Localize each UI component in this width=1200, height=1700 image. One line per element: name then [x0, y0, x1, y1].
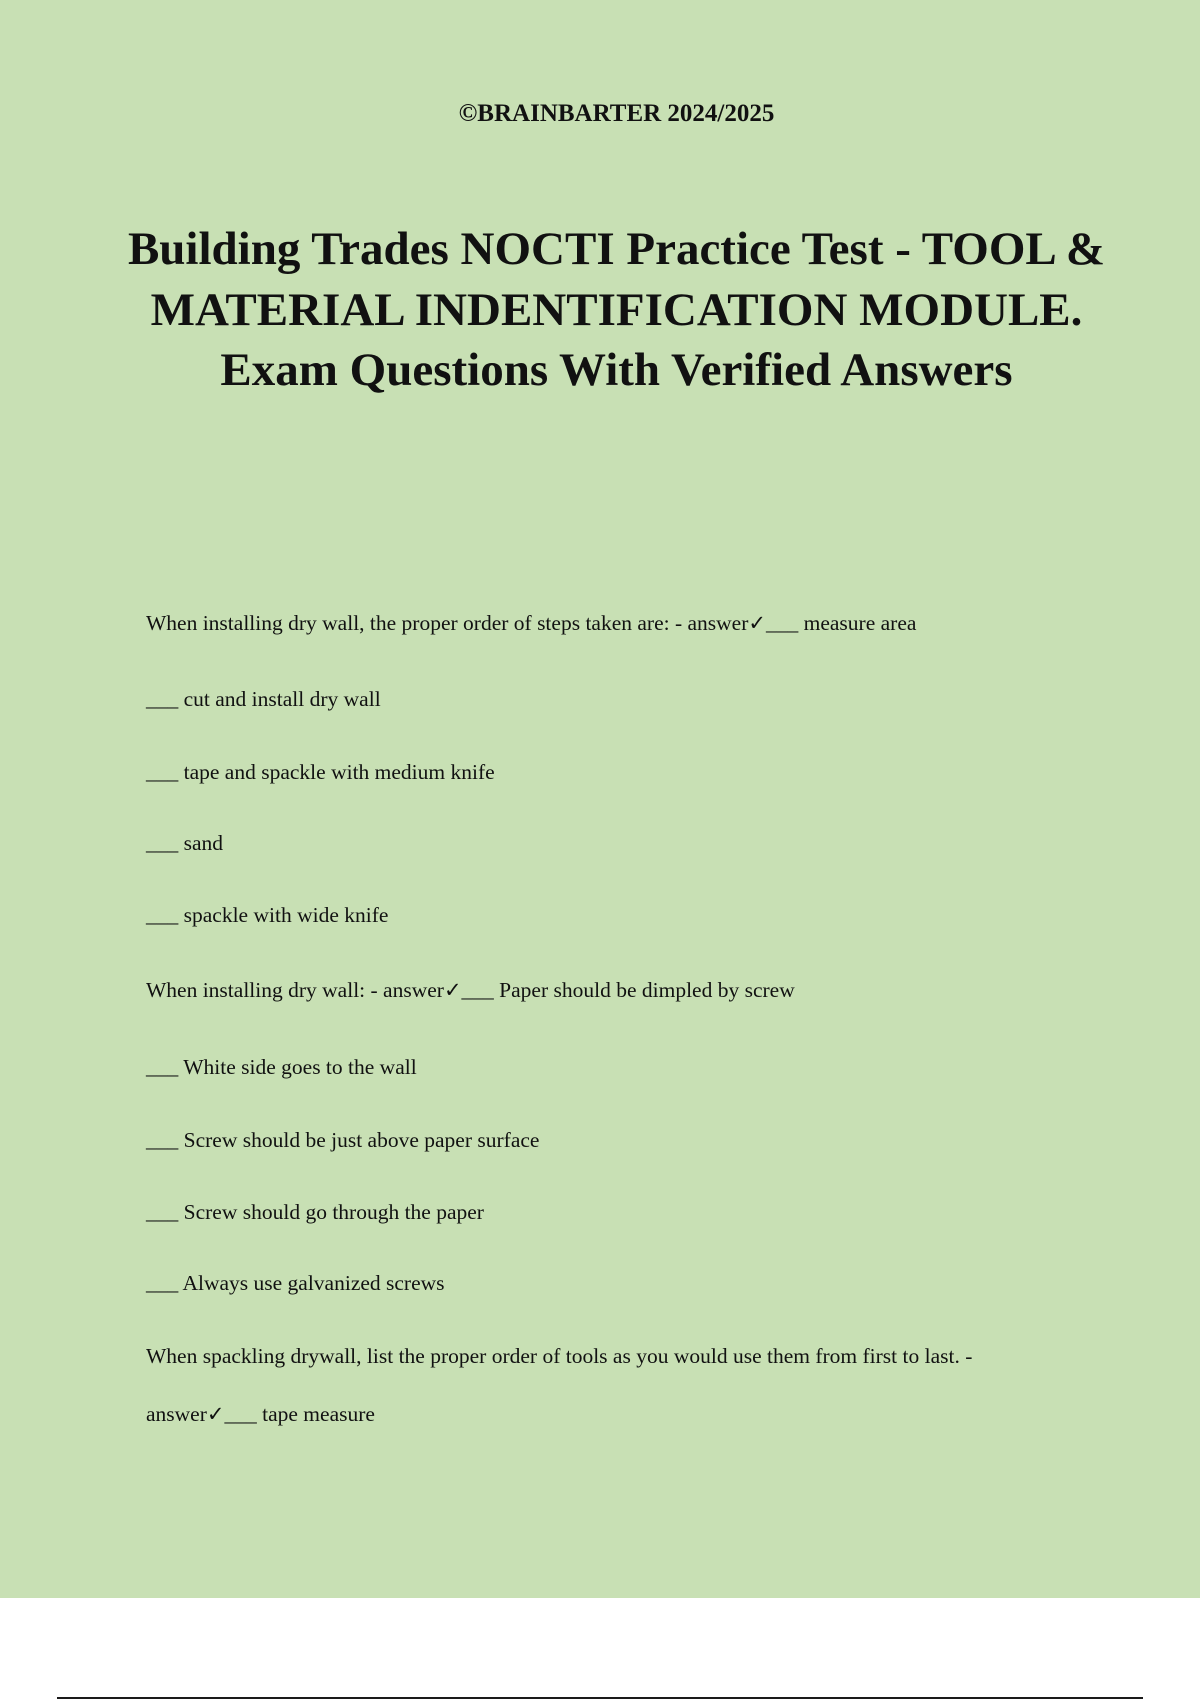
- answer-list-item: ___ White side goes to the wall: [146, 1055, 417, 1079]
- question-3-answer-label: answer: [146, 1402, 207, 1426]
- document-title: Building Trades NOCTI Practice Test - TOOL & MATERIAL INDENTIFICATION MODULE. Exam Questions With Verified Answers: [127, 223, 1106, 396]
- answer-list-item: ___ Always use galvanized screws: [146, 1271, 445, 1295]
- answer-list-item: ___ tape and spackle with medium knife: [146, 760, 495, 784]
- question-3-prompt: When spackling drywall, list the proper order of tools as you would use them from first to last. -: [146, 1344, 973, 1368]
- question-3-answer-line: [146, 1399, 375, 1429]
- question-1-line: [146, 608, 916, 638]
- check-mark-icon: ✓: [443, 978, 462, 1002]
- question-2-answer: ___ Paper should be dimpled by screw: [461, 978, 795, 1002]
- answer-list-item: ___ spackle with wide knife: [146, 903, 389, 927]
- question-2-prompt: When installing dry wall: - answer: [146, 978, 444, 1002]
- question-2-line: [146, 975, 795, 1005]
- copyright-header: ©BRAINBARTER 2024/2025: [458, 100, 775, 127]
- answer-list-item: ___ sand: [146, 831, 224, 855]
- check-mark-icon: ✓: [206, 1402, 225, 1426]
- answer-list-item: ___ cut and install dry wall: [146, 687, 381, 711]
- question-3-answer: ___ tape measure: [224, 1402, 375, 1426]
- answer-list-item: ___ Screw should go through the paper: [146, 1200, 484, 1224]
- question-1-answer: ___ measure area: [766, 611, 917, 635]
- footer-divider: [57, 1697, 1143, 1699]
- question-1-prompt: When installing dry wall, the proper order of steps taken are: - answer: [146, 611, 749, 635]
- check-mark-icon: ✓: [748, 611, 766, 635]
- answer-list-item: ___ Screw should be just above paper surface: [146, 1128, 540, 1152]
